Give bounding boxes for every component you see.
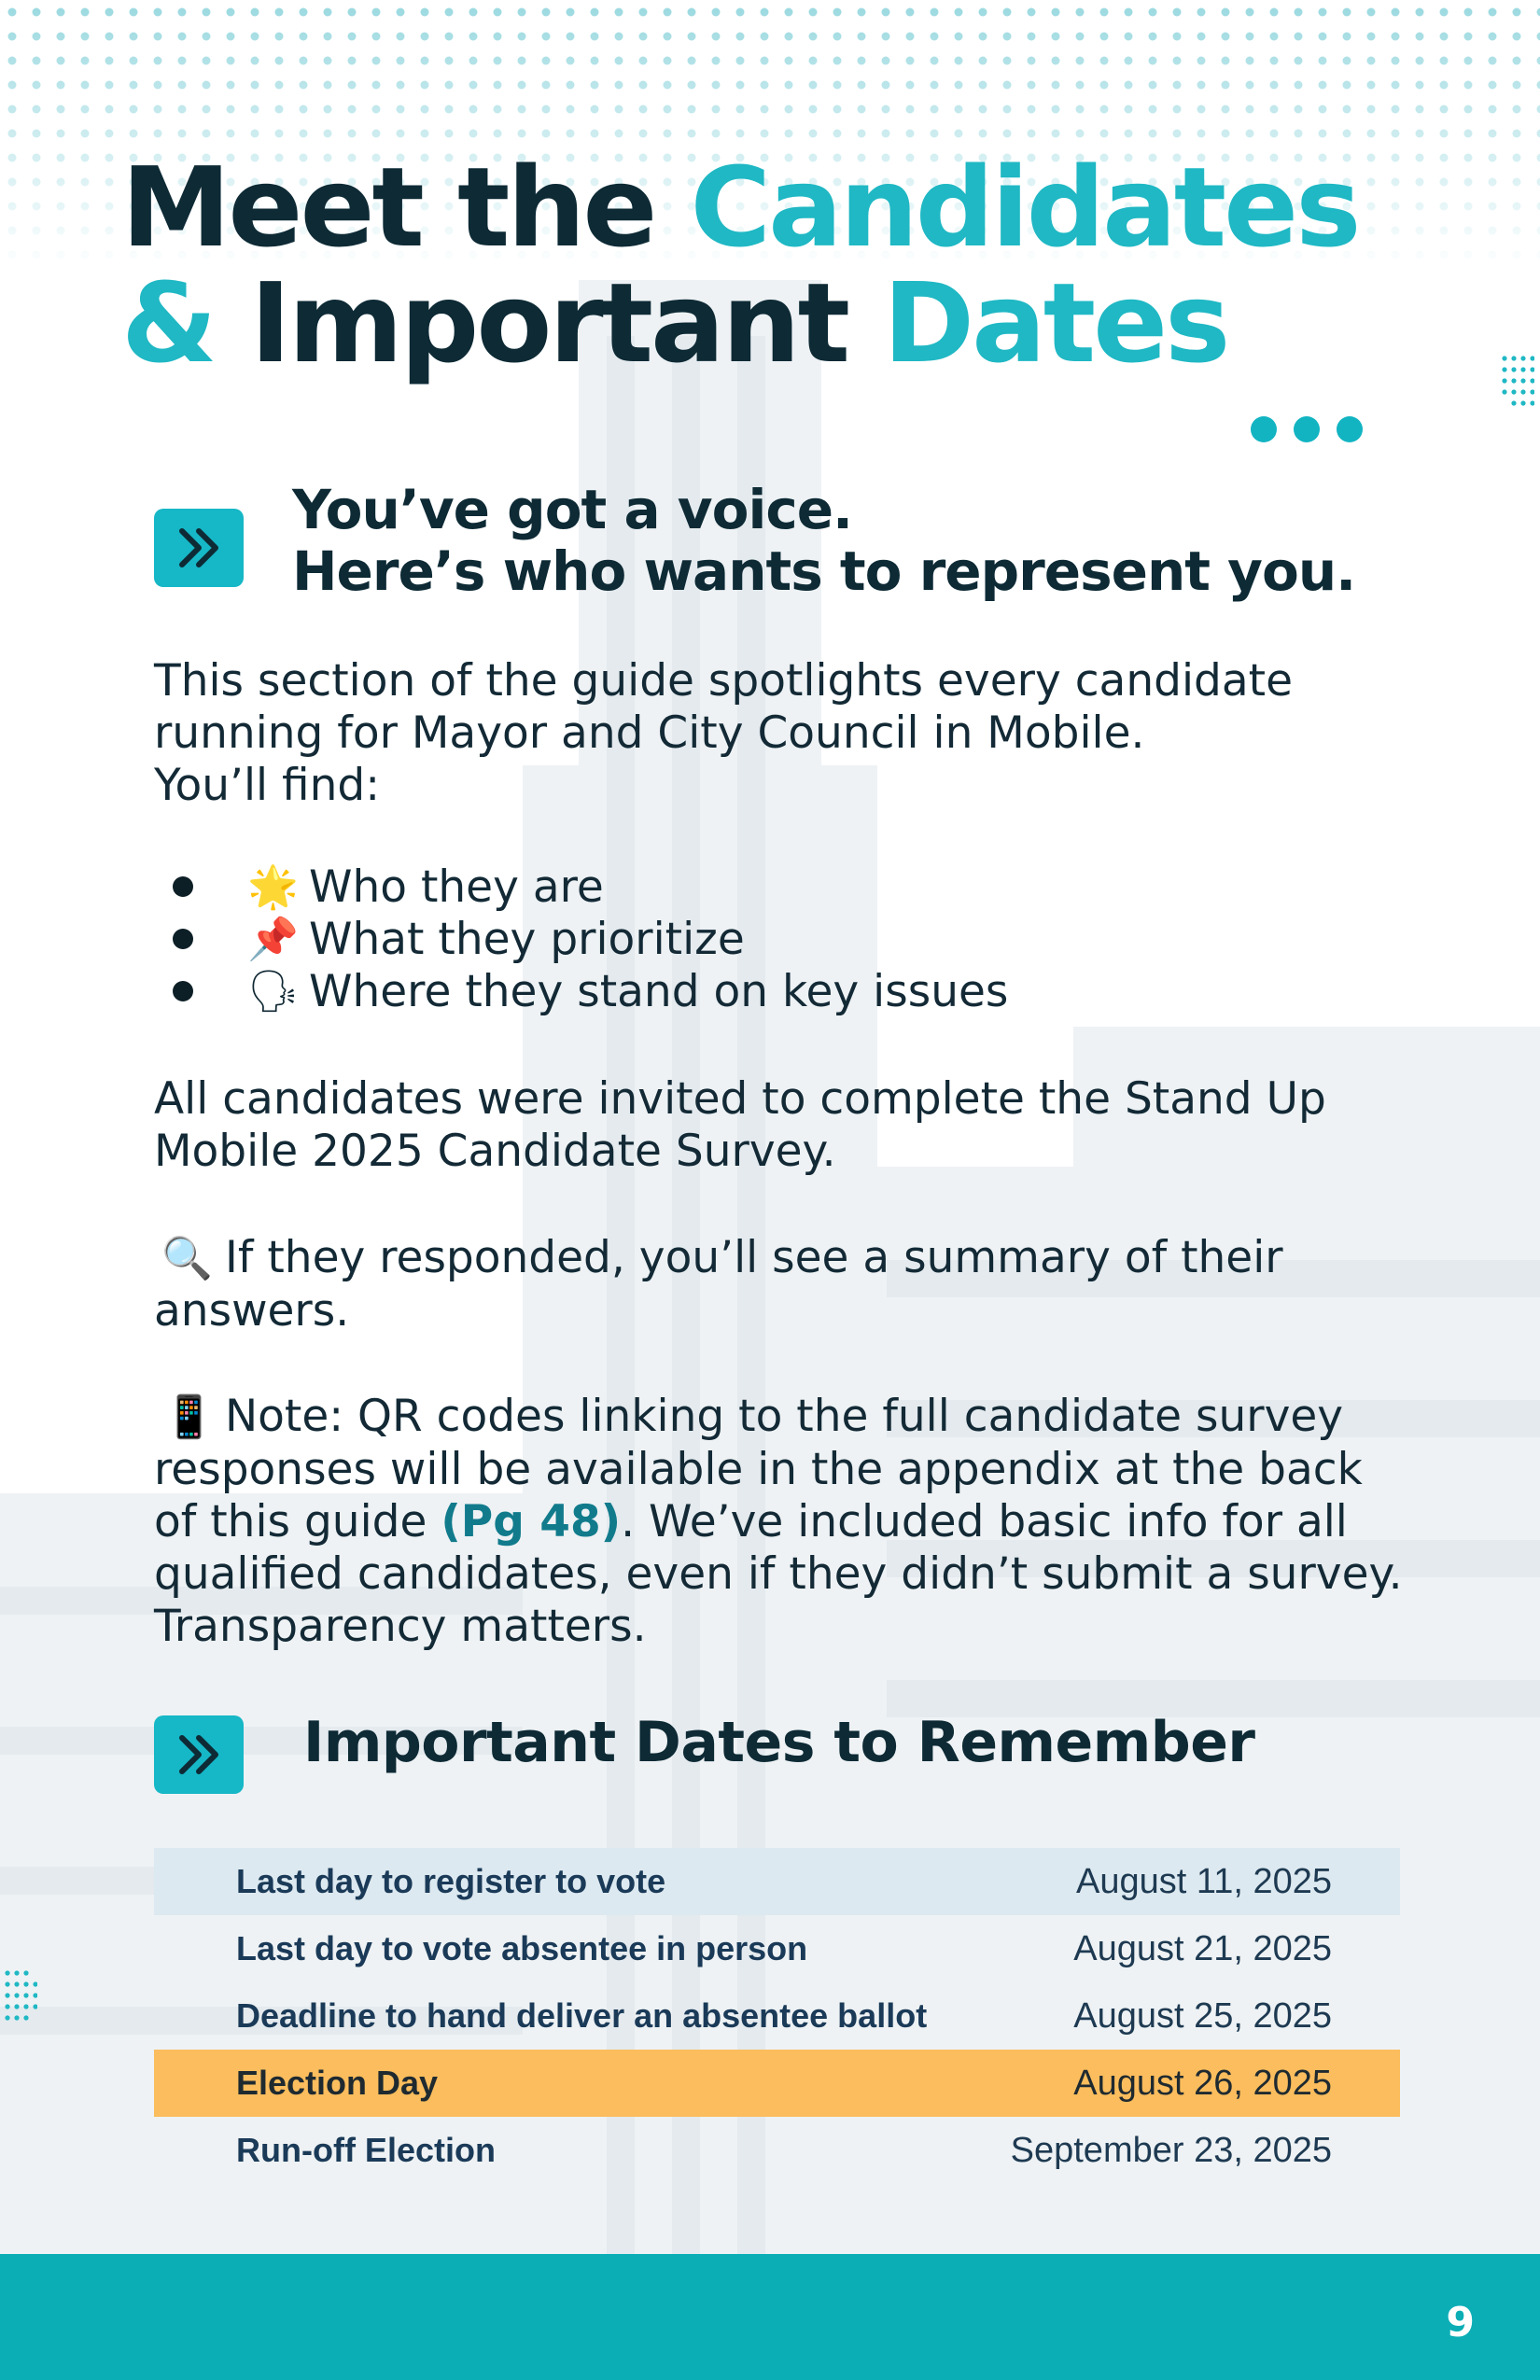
voice-heading bbox=[292, 479, 1355, 602]
list-item bbox=[173, 965, 1008, 1017]
bullet-dot bbox=[173, 876, 193, 897]
mobile-phone-icon: 📱 bbox=[163, 1393, 215, 1441]
dot bbox=[1294, 416, 1320, 442]
intro-line: running for Mayor and City Council in Mobile. bbox=[154, 707, 1145, 759]
important-dates-table bbox=[154, 1848, 1400, 2184]
table-row bbox=[154, 1982, 1400, 2050]
voice-heading-line2: Here’s who wants to represent you. bbox=[292, 539, 1356, 603]
note-line: Transparency matters. bbox=[154, 1601, 647, 1652]
title-line1 bbox=[121, 143, 1358, 272]
intro-line: You’ll find: bbox=[154, 760, 381, 811]
bullet-text: Where they stand on key issues bbox=[309, 965, 1009, 1017]
date-value: August 21, 2025 bbox=[1073, 1928, 1332, 1968]
invited-line: Mobile 2025 Candidate Survey. bbox=[154, 1126, 836, 1177]
bullet-dot bbox=[173, 981, 193, 1001]
date-label: Election Day bbox=[236, 2064, 439, 2102]
note-line: qualified candidates, even if they didn’t submit a survey. bbox=[154, 1548, 1403, 1600]
date-value: August 11, 2025 bbox=[1076, 1861, 1332, 1901]
bullet-list bbox=[173, 861, 1008, 1017]
title-important: Important bbox=[250, 259, 848, 387]
bullet-text: What they prioritize bbox=[309, 913, 745, 965]
title-candidates: Candidates bbox=[690, 143, 1359, 272]
date-value: August 26, 2025 bbox=[1073, 2063, 1332, 2103]
table-row bbox=[154, 2050, 1400, 2117]
double-chevron-right-icon-glyph bbox=[171, 524, 227, 572]
date-label: Last day to register to vote bbox=[236, 1862, 666, 1900]
intro-paragraph bbox=[154, 655, 1386, 812]
date-label: Last day to vote absentee in person bbox=[236, 1929, 808, 1967]
note-line: responses will be available in the appendix at the back bbox=[154, 1444, 1363, 1495]
double-chevron-right-icon-glyph bbox=[171, 1730, 227, 1779]
title-dates: Dates bbox=[883, 259, 1228, 387]
pushpin-icon: 📌 bbox=[247, 916, 299, 963]
dot bbox=[1251, 416, 1277, 442]
note-line-pre: of this guide bbox=[154, 1496, 441, 1547]
bullet-dot bbox=[173, 929, 193, 949]
voice-heading-line1: You’ve got a voice. bbox=[292, 478, 853, 541]
double-chevron-right-icon bbox=[154, 1715, 244, 1794]
date-value: September 23, 2025 bbox=[1010, 2130, 1332, 2170]
date-label: Run-off Election bbox=[236, 2131, 496, 2169]
appendix-page-link[interactable]: (Pg 48) bbox=[441, 1496, 622, 1547]
responded-line: answers. bbox=[154, 1285, 350, 1337]
responded-line: If they responded, you’ll see a summary of their bbox=[225, 1232, 1283, 1283]
three-dots-decoration bbox=[1251, 416, 1363, 442]
title-meet-the: Meet the bbox=[121, 143, 655, 272]
invited-line: All candidates were invited to complete the Stand Up bbox=[154, 1073, 1326, 1125]
table-row bbox=[154, 1848, 1400, 1915]
page-number: 9 bbox=[1446, 2299, 1475, 2346]
magnifier-icon: 🔍 bbox=[161, 1235, 213, 1282]
table-row bbox=[154, 2117, 1400, 2184]
title-line2 bbox=[121, 259, 1227, 387]
title-ampersand: & bbox=[121, 259, 215, 387]
bullet-text: Who they are bbox=[309, 861, 604, 913]
date-value: August 25, 2025 bbox=[1073, 1995, 1332, 2036]
table-row bbox=[154, 1915, 1400, 1982]
list-item bbox=[173, 913, 1008, 965]
responded-paragraph bbox=[154, 1232, 1386, 1337]
dates-heading: Important Dates to Remember bbox=[303, 1710, 1255, 1775]
invited-paragraph bbox=[154, 1073, 1386, 1178]
note-line-post: . We’ve included basic info for all bbox=[621, 1496, 1348, 1547]
speaking-head-icon: 🗣 bbox=[247, 968, 300, 1015]
note-paragraph bbox=[154, 1391, 1405, 1653]
star-icon: 🌟 bbox=[247, 863, 299, 911]
footer-bar bbox=[0, 2254, 1540, 2380]
list-item bbox=[173, 861, 1008, 913]
page-title bbox=[121, 143, 1359, 387]
note-line: Note: QR codes linking to the full candidate survey bbox=[225, 1391, 1344, 1442]
intro-line: This section of the guide spotlights every candidate bbox=[154, 655, 1294, 707]
date-label: Deadline to hand deliver an absentee ballot bbox=[236, 1996, 928, 2035]
dot bbox=[1337, 416, 1363, 442]
double-chevron-right-icon bbox=[154, 509, 244, 587]
